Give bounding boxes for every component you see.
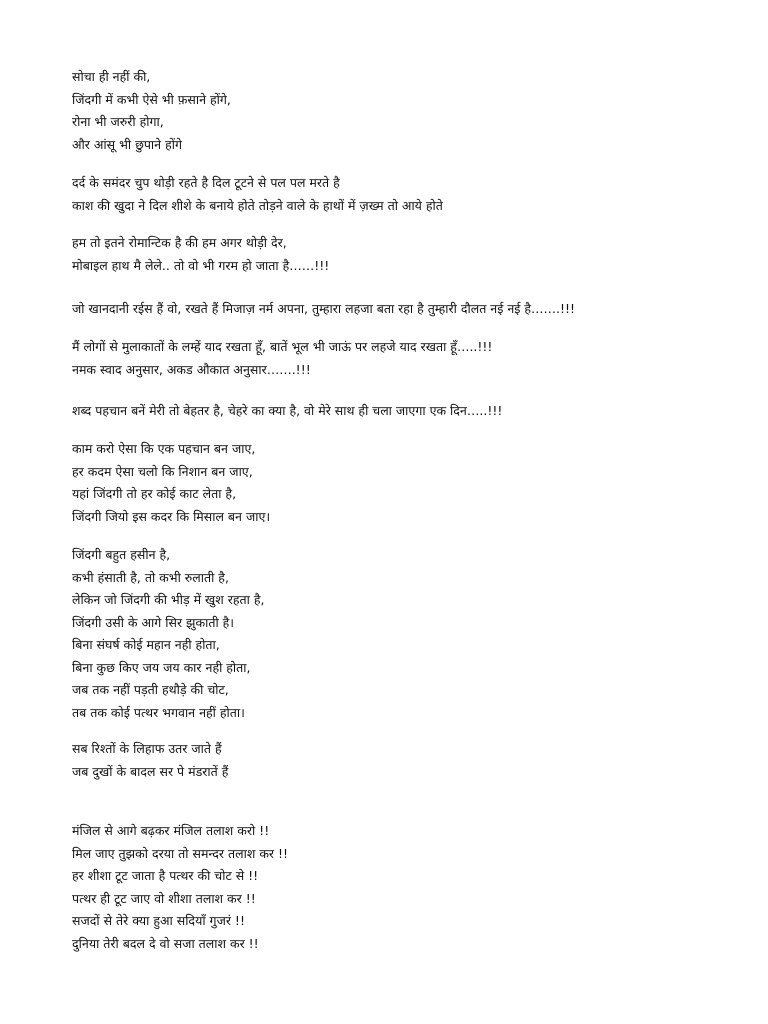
stanza-3 [72, 232, 329, 277]
stanza-4 [72, 298, 575, 321]
text-line: जिंदगी में कभी ऐसे भी फ़साने होंगे, [72, 91, 231, 107]
text-line: हम तो इतने रोमान्टिक है की हम अगर थोड़ी देर, [72, 235, 287, 250]
stanza-10 [72, 820, 288, 955]
text-line: बिना संघर्ष कोई महान नही होता, [72, 637, 220, 652]
text-line: जिंदगी उसी के आगे सिर झुकाती है। [72, 614, 235, 630]
text-line: सब रिश्तों के लिहाफ उतर जाते हैं [72, 741, 222, 756]
stanza-5 [72, 336, 492, 381]
text-line: तब तक कोई पत्थर भगवान नहीं होता। [72, 704, 245, 720]
text-line: पत्थर ही टूट जाए वो शीशा तलाश कर !! [72, 890, 256, 906]
text-line: सजदों से तेरे क्या हुआ सदियाँ गुजरं !! [72, 913, 245, 928]
text-line: दर्द के समंदर चुप थोड़ी रहते है दिल टूटने से पल पल मरते है [72, 175, 340, 190]
text-line: सोचा ही नहीं की, [72, 69, 151, 84]
text-line: काश की खुदा ने दिल शीशे के बनाये होते तोड़ने वाले के हाथों में ज़ख्म तो आये होते [72, 197, 443, 213]
text-line: और आंसू भी छुपाने होंगे [72, 136, 182, 152]
text-line: हर कदम ऐसा चलो कि निशान बन जाए, [72, 463, 253, 479]
text-line: जब दुखों के बादल सर पे मंडरातें हैं [72, 763, 229, 779]
text-line: हर शीशा टूट जाता है पत्थर की चोट से !! [72, 868, 259, 883]
text-line: मोबाइल हाथ मै लेले.. तो वो भी गरम हो जाता है……!!! [72, 257, 330, 273]
text-line: मैं लोगों से मुलाकातों के लम्हें याद रखता हूँ, बातें भूल भी जाऊं पर लहजे याद रखता हूँ…..!!! [72, 339, 493, 354]
stanza-6 [72, 400, 502, 423]
text-line: कभी हंसाती है, तो कभी रुलाती है, [72, 569, 229, 585]
stanza-9 [72, 738, 228, 783]
text-line: रोना भी जरुरी होगा, [72, 114, 164, 129]
stanza-8 [72, 544, 264, 724]
stanza-1 [72, 66, 231, 156]
text-line: लेकिन जो जिंदगी की भीड़ में खुश रहता है, [72, 592, 265, 607]
text-line: जिंदगी जियो इस कदर कि मिसाल बन जाए। [72, 508, 271, 524]
stanza-7 [72, 438, 270, 528]
text-line: मंजिल से आगे बढ़कर मंजिल तलाश करो !! [72, 823, 270, 838]
text-line: दुनिया तेरी बदल दे वो सजा तलाश कर !! [72, 935, 259, 951]
text-line: नमक स्वाद अनुसार, अकड औकात अनुसार…….!!! [72, 361, 311, 377]
stanza-2 [72, 172, 443, 217]
text-line: जब तक नहीं पड़ती हथौड़े की चोट, [72, 682, 229, 697]
text-line: बिना कुछ किए जय जय कार नही होता, [72, 659, 251, 675]
text-line: जो खानदानी रईस हैं वो, रखते हैं मिजाज़ नर्म अपना, तुम्हारा लहजा बता रहा है तुम्हारी दौलत नई नई है…….!!! [72, 301, 576, 316]
text-line: यहां जिंदगी तो हर कोई काट लेता है, [72, 486, 237, 501]
text-line: शब्द पहचान बनें मेरी तो बेहतर है, चेहरे का क्या है, वो मेरे साथ ही चला जाएगा एक दिन…..!!! [72, 403, 503, 418]
text-line: मिल जाए तुझको दरया तो समन्दर तलाश कर !! [72, 845, 289, 861]
text-line: काम करो ऐसा कि एक पहचान बन जाए, [72, 441, 256, 456]
text-line: जिंदगी बहुत हसीन है, [72, 547, 171, 562]
